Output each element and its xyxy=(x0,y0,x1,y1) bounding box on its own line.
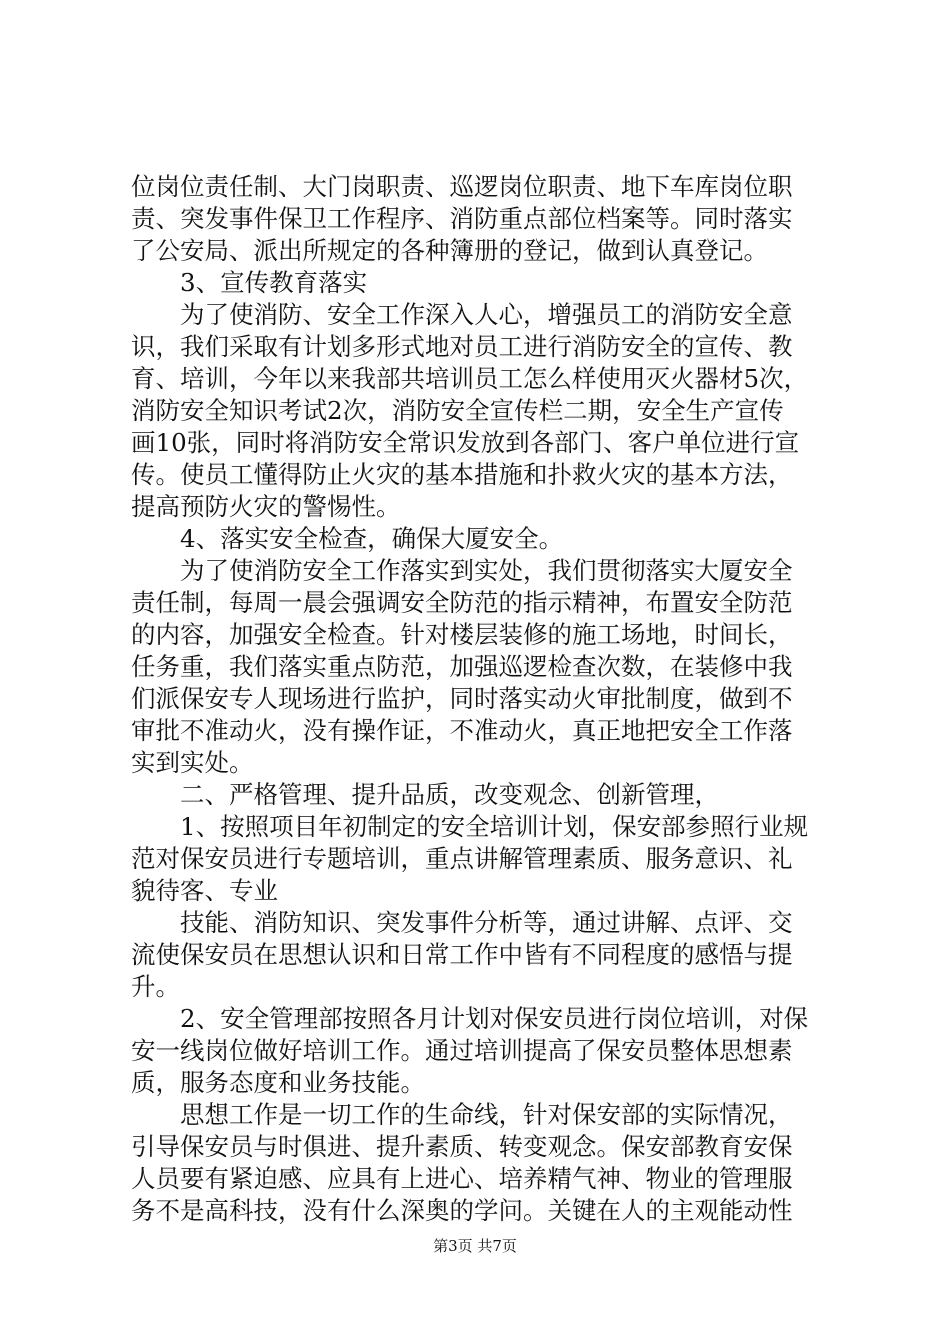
text-line: 流使保安员在思想认识和日常工作中皆有不同程度的感悟与提 xyxy=(131,940,793,969)
text-line: 貌待客、专业 xyxy=(131,876,278,905)
text-line: 1、按照项目年初制定的安全培训计划，保安部参照行业规 xyxy=(131,812,809,841)
text-line: 思想工作是一切工作的生命线，针对保安部的实际情况， xyxy=(131,1100,793,1129)
text-line: 画10张，同时将消防安全常识发放到各部门、客户单位进行宣 xyxy=(131,428,800,457)
text-line: 技能、消防知识、突发事件分析等，通过讲解、点评、交 xyxy=(131,908,793,937)
text-line: 消防安全知识考试2次，消防安全宣传栏二期，安全生产宣传 xyxy=(131,396,784,425)
text-line: 责任制，每周一晨会强调安全防范的指示精神，布置安全防范 xyxy=(131,588,793,617)
text-line: 为了使消防、安全工作深入人心，增强员工的消防安全意 xyxy=(131,300,793,329)
text-line: 们派保安专人现场进行监护，同时落实动火审批制度，做到不 xyxy=(131,684,793,713)
text-line: 识，我们采取有计划多形式地对员工进行消防安全的宣传、教 xyxy=(131,332,793,361)
text-line: 2、安全管理部按照各月计划对保安员进行岗位培训，对保 xyxy=(131,1004,809,1033)
text-line: 4、落实安全检查，确保大厦安全。 xyxy=(131,524,564,553)
text-line: 引导保安员与时俱进、提升素质、转变观念。保安部教育安保 xyxy=(131,1132,793,1161)
text-line: 传。使员工懂得防止火灾的基本措施和扑救火灾的基本方法， xyxy=(131,460,793,489)
document-body xyxy=(131,171,831,1227)
text-line: 人员要有紧迫感、应具有上进心、培养精气神、物业的管理服 xyxy=(131,1164,793,1193)
text-line: 位岗位责任制、大门岗职责、巡逻岗位职责、地下车库岗位职 xyxy=(131,172,793,201)
text-line: 安一线岗位做好培训工作。通过培训提高了保安员整体思想素 xyxy=(131,1036,793,1065)
text-line: 为了使消防安全工作落实到实处，我们贯彻落实大厦安全 xyxy=(131,556,793,585)
text-line: 责、突发事件保卫工作程序、消防重点部位档案等。同时落实 xyxy=(131,204,793,233)
text-line: 的内容，加强安全检查。针对楼层装修的施工场地，时间长， xyxy=(131,620,793,649)
text-line: 提高预防火灾的警惕性。 xyxy=(131,492,401,521)
text-line: 审批不准动火，没有操作证，不准动火，真正地把安全工作落 xyxy=(131,716,793,745)
text-line: 范对保安员进行专题培训，重点讲解管理素质、服务意识、礼 xyxy=(131,844,793,873)
text-line: 育、培训，今年以来我部共培训员工怎么样使用灭火器材5次， xyxy=(131,364,809,393)
text-line: 二、严格管理、提升品质，改变观念、创新管理， xyxy=(131,780,719,809)
text-line: 实到实处。 xyxy=(131,748,254,777)
text-line: 升。 xyxy=(131,972,180,1001)
page-footer: 第3页 共7页 xyxy=(433,1237,517,1255)
text-line: 任务重，我们落实重点防范，加强巡逻检查次数，在装修中我 xyxy=(131,652,793,681)
text-line: 3、宣传教育落实 xyxy=(131,268,368,297)
text-line: 质，服务态度和业务技能。 xyxy=(131,1068,425,1097)
text-line: 务不是高科技，没有什么深奥的学问。关键在人的主观能动性 xyxy=(131,1196,793,1225)
text-line: 了公安局、派出所规定的各种簿册的登记，做到认真登记。 xyxy=(131,236,768,265)
